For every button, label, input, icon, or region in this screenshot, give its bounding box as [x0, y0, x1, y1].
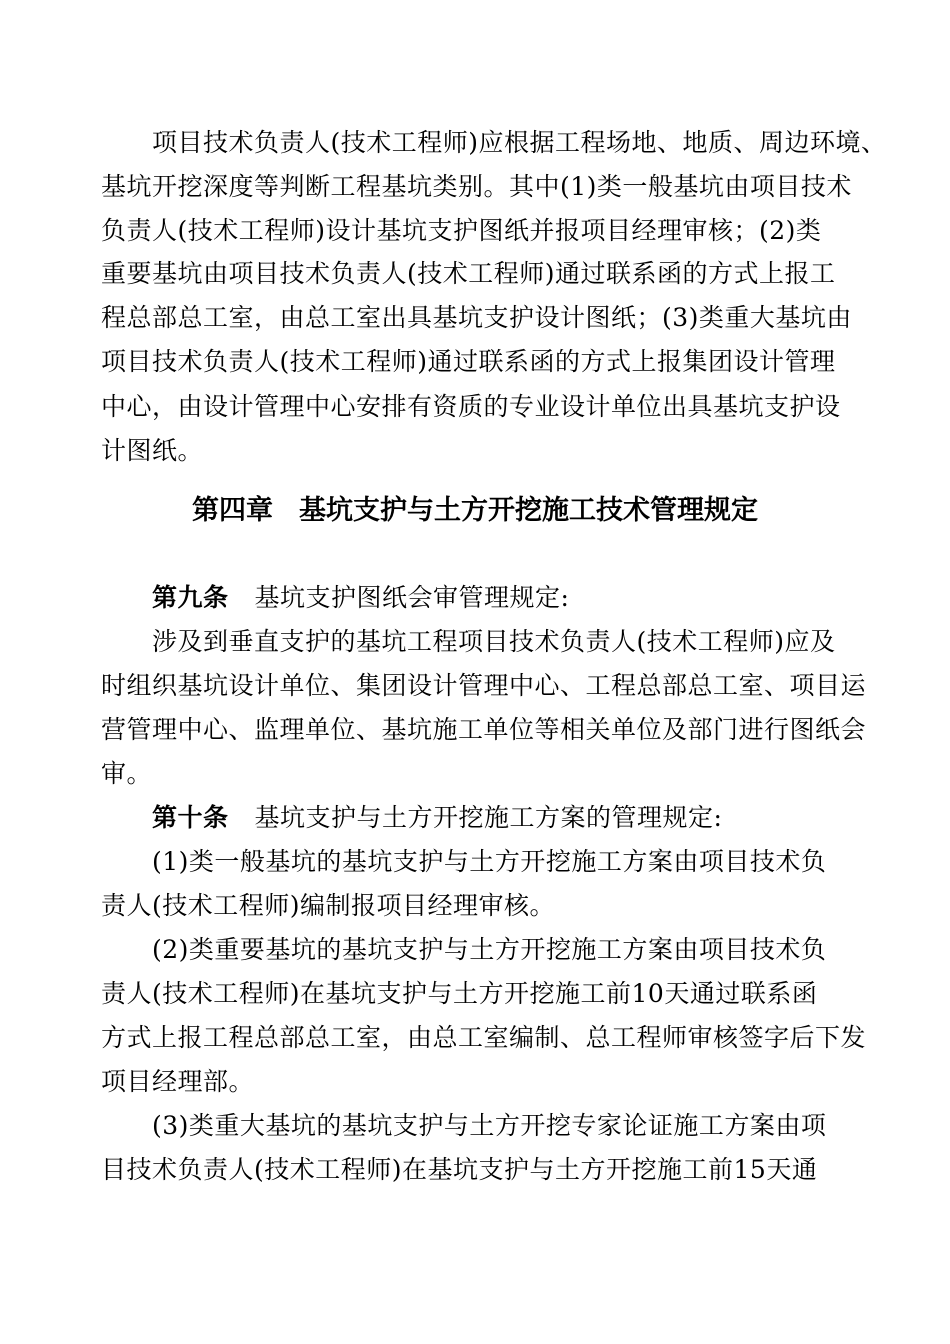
- paragraph-line: (2)类重要基坑的基坑支护与土方开挖施工方案由项目技术负: [152, 935, 827, 964]
- chapter-title: 基坑支护与土方开挖施工技术管理规定: [299, 495, 758, 526]
- paragraph-line: 目技术负责人(技术工程师)在基坑支护与土方开挖施工前15天通: [101, 1155, 818, 1184]
- article-heading-text: 基坑支护图纸会审管理规定:: [254, 583, 570, 612]
- paragraph-line: 程总部总工室，由总工室出具基坑支护设计图纸；(3)类重大基坑由: [101, 303, 852, 332]
- article-label: 第十条: [152, 803, 229, 832]
- paragraph-line: 涉及到垂直支护的基坑工程项目技术负责人(技术工程师)应及: [152, 627, 836, 656]
- paragraph-line: 时组织基坑设计单位、集团设计管理中心、工程总部总工室、项目运: [101, 671, 867, 700]
- article-heading: [152, 583, 569, 613]
- chapter-number: 第四章: [192, 495, 273, 526]
- article-heading-text: 基坑支护与土方开挖施工方案的管理规定:: [254, 803, 723, 832]
- paragraph-line: (3)类重大基坑的基坑支护与土方开挖专家论证施工方案由项: [152, 1111, 827, 1140]
- paragraph-line: 营管理中心、监理单位、基坑施工单位等相关单位及部门进行图纸会: [101, 715, 867, 744]
- paragraph-line: 计图纸。: [101, 436, 204, 465]
- paragraph-line: 审。: [101, 759, 153, 788]
- paragraph-line: 项目经理部。: [101, 1067, 255, 1096]
- paragraph-line: 项目技术负责人(技术工程师)应根据工程场地、地质、周边环境、: [152, 128, 887, 157]
- paragraph-line: 项目技术负责人(技术工程师)通过联系函的方式上报集团设计管理: [101, 347, 836, 376]
- paragraph-line: 基坑开挖深度等判断工程基坑类别。其中(1)类一般基坑由项目技术: [101, 172, 852, 201]
- paragraph-line: 中心，由设计管理中心安排有资质的专业设计单位出具基坑支护设: [101, 392, 841, 421]
- paragraph-line: 负责人(技术工程师)设计基坑支护图纸并报项目经理审核；(2)类: [101, 216, 822, 245]
- paragraph-line: (1)类一般基坑的基坑支护与土方开挖施工方案由项目技术负: [152, 847, 827, 876]
- paragraph-line: 责人(技术工程师)编制报项目经理审核。: [101, 891, 556, 920]
- paragraph-line: 方式上报工程总部总工室，由总工室编制、总工程师审核签字后下发: [101, 1023, 867, 1052]
- article-heading: [152, 803, 722, 833]
- paragraph-line: 责人(技术工程师)在基坑支护与土方开挖施工前10天通过联系函: [101, 979, 818, 1008]
- paragraph-line: 重要基坑由项目技术负责人(技术工程师)通过联系函的方式上报工: [101, 259, 836, 288]
- chapter-heading: [0, 494, 950, 528]
- article-label: 第九条: [152, 583, 229, 612]
